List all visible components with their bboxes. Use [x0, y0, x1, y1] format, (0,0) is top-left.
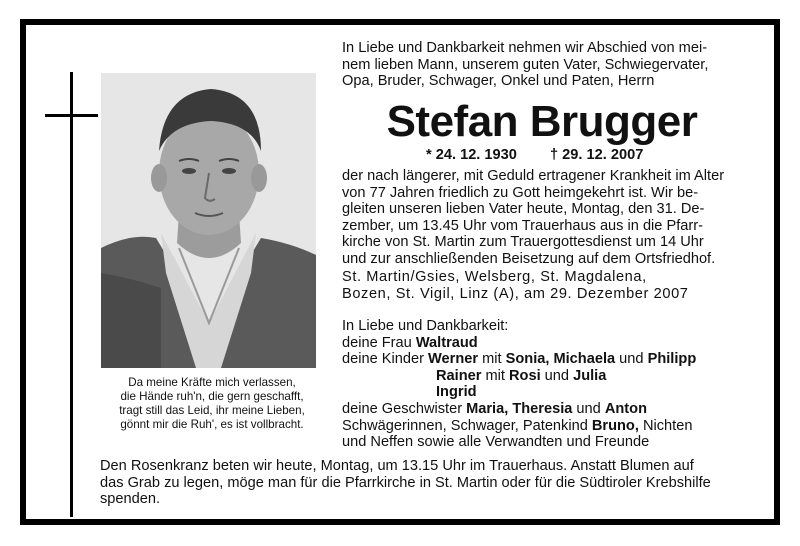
- intro-line: nem lieben Mann, unserem guten Vater, Schwiegervater,: [342, 56, 709, 73]
- connector: und: [615, 351, 648, 368]
- spouse-name: Rosi: [509, 367, 541, 384]
- wife-line: [342, 335, 742, 352]
- portrait-photo: [101, 73, 316, 368]
- inlaws-prefix: Schwägerinnen, Schwager, Patenkind: [342, 417, 592, 434]
- quote-line: Da meine Kräfte mich verlassen,: [128, 376, 296, 389]
- body-line: gleiten unseren lieben Vater heute, Montag, den 31. De-: [342, 201, 705, 218]
- sibling-names: Maria, Theresia: [466, 400, 573, 417]
- children-line-3: [342, 384, 742, 401]
- godchild-name: Bruno,: [591, 417, 639, 434]
- intro-line: Opa, Bruder, Schwager, Onkel und Paten, Herrn: [342, 73, 655, 90]
- body-line: zember, um 13.45 Uhr vom Trauerhaus aus in die Pfarr-: [342, 217, 703, 234]
- intro-text: [342, 40, 742, 90]
- connector: mit: [481, 367, 509, 384]
- child-name: Rainer: [436, 367, 482, 384]
- quote-line: tragt still das Leid, ihr meine Lieben,: [119, 404, 305, 417]
- body-line: und zur anschließenden Beisetzung auf dem Ortsfriedhof.: [342, 250, 716, 267]
- sibling-name: Anton: [604, 400, 647, 417]
- body-line: kirche von St. Martin zum Trauergottesdienst um 14 Uhr: [342, 234, 704, 251]
- children-line-1: [342, 351, 742, 368]
- inlaws-suffix: Nichten: [638, 417, 693, 434]
- child-name: Werner: [428, 351, 479, 368]
- footer-line: spenden.: [100, 491, 161, 508]
- inlaws-line: [342, 418, 742, 435]
- connector: und: [572, 400, 605, 417]
- grandchild-name: Philipp: [647, 351, 697, 368]
- siblings-prefix: deine Geschwister: [342, 400, 467, 417]
- quote-line: gönnt mir die Ruh', es ist vollbracht.: [120, 418, 304, 431]
- family-names: Sonia, Michaela: [505, 351, 616, 368]
- place-line: St. Martin/Gsies, Welsberg, St. Magdalena,: [342, 269, 647, 285]
- child-name: Ingrid: [436, 384, 477, 401]
- birth-date: * 24. 12. 1930: [426, 147, 517, 163]
- mourners-signature: [342, 318, 742, 451]
- place-and-date: [342, 269, 742, 302]
- siblings-line: [342, 401, 742, 418]
- cross-horizontal-bar: [45, 114, 98, 117]
- body-line: der nach längerer, mit Geduld ertragener Krankheit im Alter: [342, 168, 725, 184]
- grandchild-name: Julia: [573, 367, 607, 384]
- intro-line: In Liebe und Dankbarkeit nehmen wir Abschied von mei-: [342, 40, 708, 56]
- footer-line: Den Rosenkranz beten wir heute, Montag, um 13.15 Uhr im Trauerhaus. Anstatt Blumen auf: [100, 458, 694, 474]
- cross-vertical-bar: [70, 72, 73, 517]
- rosary-notice: [100, 458, 760, 508]
- connector: und: [540, 367, 574, 384]
- wife-name: Waltraud: [415, 334, 478, 351]
- children-line-2: [342, 368, 742, 385]
- wife-prefix: deine Frau: [342, 334, 416, 351]
- closing-line: und Neffen sowie alle Verwandten und Freunde: [342, 434, 650, 451]
- footer-line: das Grab zu legen, möge man für die Pfarrkirche in St. Martin oder für die Südtiroler Krebshilfe: [100, 474, 711, 491]
- body-line: von 77 Jahren friedlich zu Gott heimgekehrt ist. Wir be-: [342, 184, 699, 201]
- death-date: † 29. 12. 2007: [550, 147, 644, 163]
- announcement-text: [342, 168, 742, 268]
- portrait-illustration: [101, 73, 316, 368]
- signature-heading: In Liebe und Dankbarkeit:: [342, 318, 509, 334]
- quote-line: die Hände ruh'n, die gern geschafft,: [120, 390, 304, 403]
- deceased-name: Stefan Brugger: [386, 97, 698, 146]
- memorial-quote: [98, 376, 326, 432]
- children-prefix: deine Kinder: [342, 351, 429, 368]
- place-line: Bozen, St. Vigil, Linz (A), am 29. Dezember 2007: [342, 285, 689, 302]
- connector: mit: [478, 351, 506, 368]
